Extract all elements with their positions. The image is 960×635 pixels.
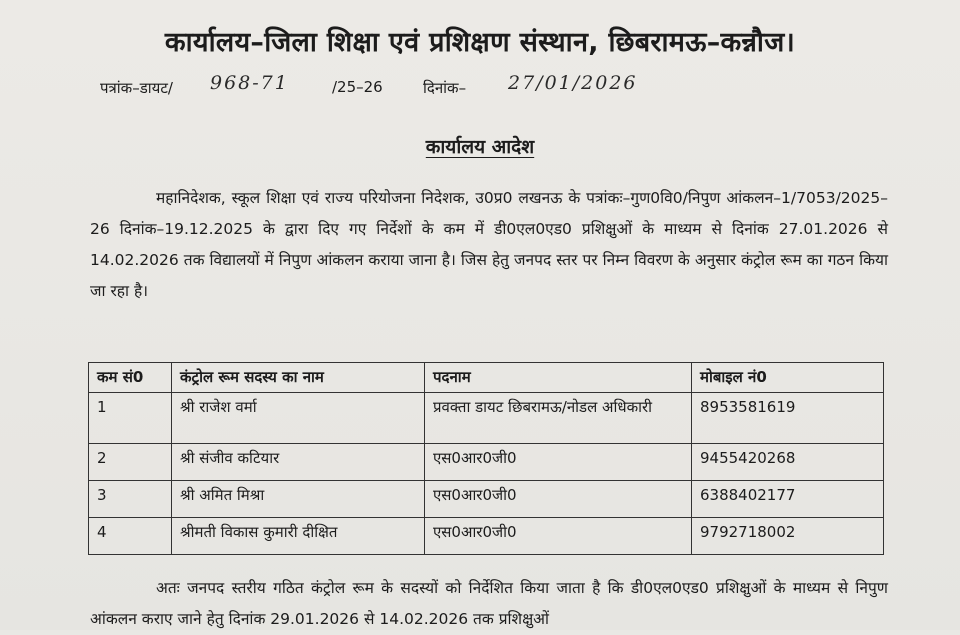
header-designation: पदनाम: [425, 363, 692, 393]
cell-designation: एस0आर0जी0: [425, 518, 692, 555]
cell-sno: 4: [89, 518, 172, 555]
date-label: दिनांक–: [423, 79, 467, 97]
cell-name: श्री अमित मिश्रा: [172, 481, 425, 518]
cell-designation: एस0आर0जी0: [425, 444, 692, 481]
table-row: [89, 393, 884, 444]
cell-designation: एस0आर0जी0: [425, 481, 692, 518]
table-row: [89, 518, 884, 555]
cell-sno: 1: [89, 393, 172, 444]
header-mobile: मोबाइल नं0: [692, 363, 884, 393]
date-handwritten: 27/01/2026: [508, 72, 638, 94]
cell-sno: 3: [89, 481, 172, 518]
cell-name: श्रीमती विकास कुमारी दीक्षित: [172, 518, 425, 555]
office-heading: कार्यालय–जिला शिक्षा एवं प्रशिक्षण संस्थान, छिबरामऊ–कन्नौज।: [164, 27, 796, 58]
reference-line: [100, 72, 800, 106]
cell-designation: प्रवक्ता डायट छिबरामऊ/नोडल अधिकारी: [425, 393, 692, 444]
table-row: [89, 444, 884, 481]
cell-mobile: 9792718002: [692, 518, 884, 555]
paragraph-intro-text: महानिदेशक, स्कूल शिक्षा एवं राज्य परियोजना निदेशक, उ0प्र0 लखनऊ के पत्रांकः–गुण0वि0/निपुण आंकलन–1/7053/2025–26 दिनांक–19.12.2025 के द्वारा दिए गए निर्देशों के कम में डी0एल0एड0 प्रशिक्षुओं के माध्यम से दिनांक 27.01.2026 से 14.02.2026 तक विद्यालयों में निपुण आंकलन कराया जाना है। जिस हेतु जनपद स्तर पर निम्न विवरण के अनुसार कंट्रोल रूम का गठन किया जा रहा है।: [90, 189, 888, 300]
ref-suffix: /25–26: [332, 78, 383, 96]
header-name: कंट्रोल रूम सदस्य का नाम: [172, 363, 425, 393]
order-title: कार्यालय आदेश: [425, 136, 535, 158]
cell-mobile: 8953581619: [692, 393, 884, 444]
table-header-row: [89, 363, 884, 393]
paragraph-intro: [90, 183, 888, 307]
paragraph-directive: [90, 573, 888, 635]
cell-mobile: 9455420268: [692, 444, 884, 481]
cell-mobile: 6388402177: [692, 481, 884, 518]
paragraph-directive-text: अतः जनपद स्तरीय गठित कंट्रोल रूम के सदस्यों को निर्देशित किया जाता है कि डी0एल0एड0 प्रशिक्षुओं के माध्यम से निपुण आंकलन कराए जाने हेतु दिनांक 29.01.2026 से 14.02.2026 तक प्रशिक्षुओं: [90, 579, 888, 628]
table-row: [89, 481, 884, 518]
cell-sno: 2: [89, 444, 172, 481]
control-room-table: [88, 362, 884, 555]
cell-name: श्री राजेश वर्मा: [172, 393, 425, 444]
order-title-wrap: [0, 133, 960, 159]
header-sno: कम सं0: [89, 363, 172, 393]
ref-label: पत्रांक–डायट/: [100, 79, 173, 97]
ref-number-handwritten: 968-71: [210, 72, 289, 94]
cell-name: श्री संजीव कटियार: [172, 444, 425, 481]
